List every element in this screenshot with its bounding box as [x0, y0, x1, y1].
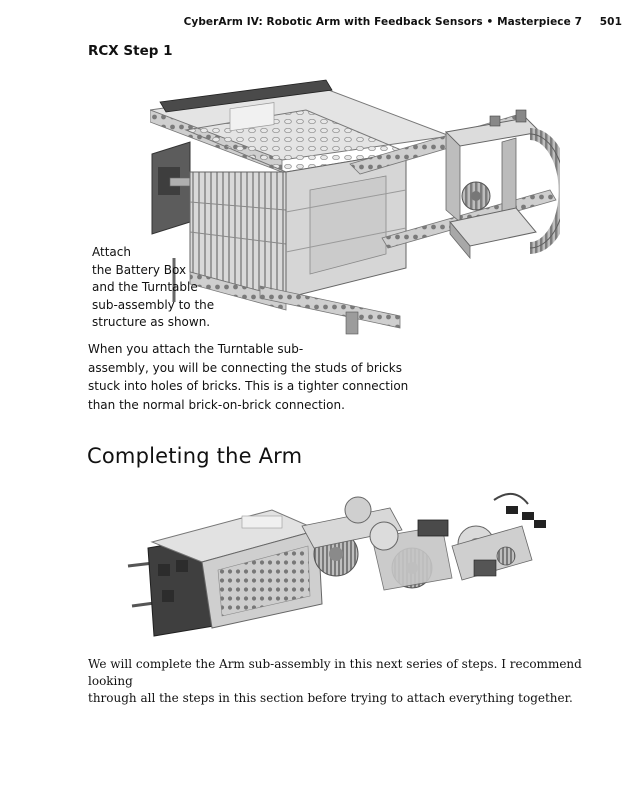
note-line: stuck into holes of bricks. This is a tighter connection — [88, 379, 409, 393]
callout-line: the Battery Box — [92, 262, 187, 277]
callout-line: Attach — [92, 245, 131, 259]
running-header — [184, 16, 622, 28]
callout-line: and the Turntable — [92, 280, 198, 294]
step-title: RCX Step 1 — [88, 43, 173, 59]
completed-arm-illustration — [122, 486, 552, 646]
page-number: 501 — [599, 16, 622, 28]
section-body — [88, 656, 588, 707]
callout-line: structure as shown. — [92, 315, 211, 329]
step-callout — [92, 244, 214, 332]
running-title: CyberArm IV: Robotic Arm with Feedback Sensors • Masterpiece 7 — [183, 16, 583, 28]
note-line: When you attach the Turntable sub- — [88, 342, 304, 356]
body-line: We will complete the Arm sub-assembly in this next series of steps. I recommend looking — [88, 657, 582, 688]
section-title: Completing the Arm — [87, 444, 303, 468]
note-line: than the normal brick-on-brick connection. — [88, 397, 345, 412]
callout-line: sub-assembly to the — [92, 297, 215, 312]
body-line: through all the steps in this section before trying to attach everything together. — [88, 691, 573, 705]
step-note — [88, 340, 408, 414]
note-line: assembly, you will be connecting the studs of bricks — [88, 360, 402, 375]
